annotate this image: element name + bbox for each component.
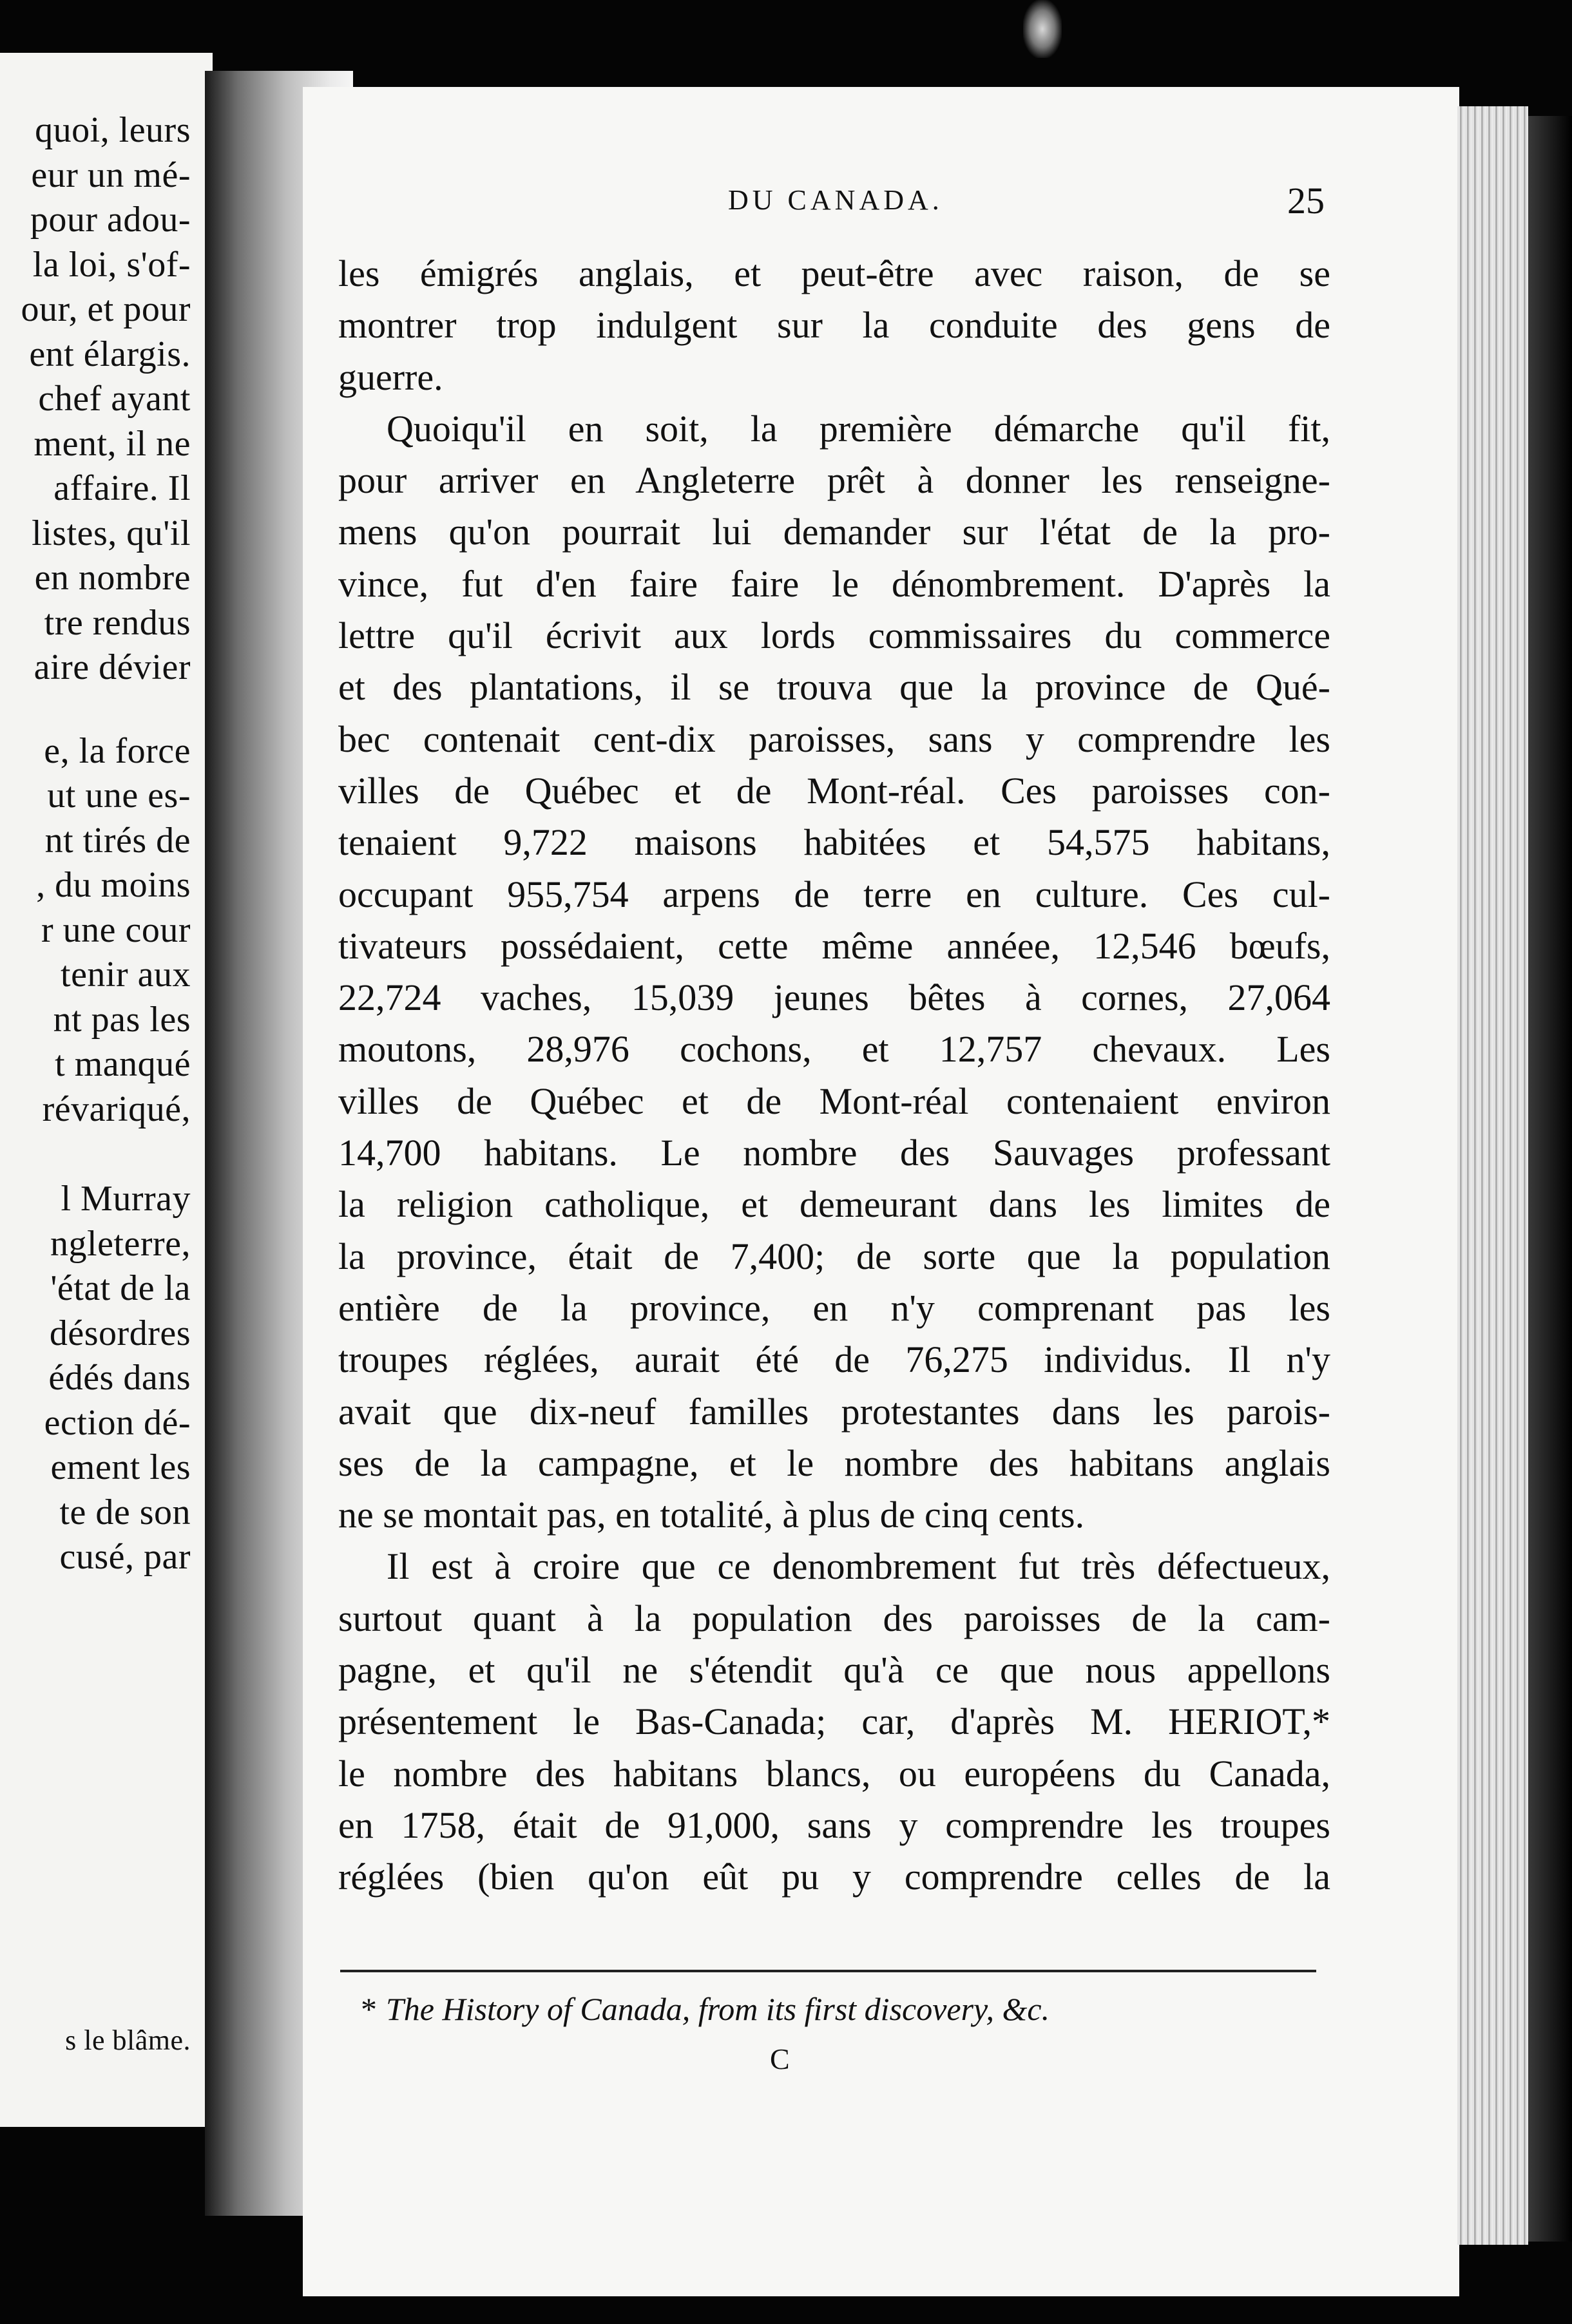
previous-page-line: eur un mé- — [31, 155, 191, 195]
previous-page-line: nt pas les — [53, 999, 191, 1040]
previous-page-line: en nombre — [34, 558, 191, 598]
text-line: troupes réglées, aurait été de 76,275 individus. Il n'y — [338, 1338, 1330, 1381]
text-line: ses de la campagne, et le nombre des habitans anglais — [338, 1442, 1330, 1484]
previous-page-line: pour adou- — [30, 200, 191, 240]
text-line: bec contenait cent-dix paroisses, sans y comprendre les — [338, 718, 1330, 760]
text-line: pour arriver en Angleterre prêt à donner les renseigne- — [338, 459, 1330, 502]
text-line: entière de la province, en n'y comprenant pas les — [338, 1286, 1330, 1329]
footnote-rule — [340, 1970, 1316, 1972]
previous-page-line: r une cour — [41, 910, 191, 950]
previous-page-line: édés dans — [48, 1358, 191, 1398]
text-line: Quoiqu'il en soit, la première démarche qu'il fit, — [387, 407, 1330, 450]
previous-page-line: cusé, par — [59, 1537, 191, 1577]
text-line: vince, fut d'en faire faire le dénombrement. D'après la — [338, 562, 1330, 605]
text-line: moutons, 28,976 cochons, et 12,757 chevaux. Les — [338, 1028, 1330, 1071]
previous-page-line: nt tirés de — [44, 820, 191, 861]
previous-page-line: quoi, leurs — [35, 110, 191, 150]
body-text — [338, 248, 1330, 1903]
text-line: la religion catholique, et demeurant dans les limites de — [338, 1183, 1330, 1226]
text-line: 22,724 vaches, 15,039 jeunes bêtes à cornes, 27,064 — [338, 976, 1330, 1019]
text-line: villes de Québec et de Mont-réal contenaient environ — [338, 1080, 1330, 1122]
previous-page-line: révariqué, — [42, 1089, 191, 1129]
previous-page-footnote: s le blâme. — [65, 2024, 191, 2056]
previous-page-line: ut une es- — [47, 776, 191, 815]
text-line: le nombre des habitans blancs, ou européens du Canada, — [338, 1752, 1330, 1795]
running-head: DU CANADA. — [728, 184, 943, 216]
previous-page-line: chef ayant — [38, 379, 191, 419]
text-line: et des plantations, il se trouva que la province de Qué- — [338, 666, 1330, 709]
previous-page-line: ent élargis. — [29, 334, 191, 374]
previous-page-line: l Murray — [61, 1179, 191, 1219]
previous-page-line: te de son — [59, 1492, 191, 1532]
text-line: pagne, et qu'il ne s'étendit qu'à ce que nous appellons — [338, 1649, 1330, 1691]
footnote-marker: * — [361, 1991, 377, 2027]
signature-mark: C — [770, 2043, 792, 2075]
previous-page-line: , du moins — [36, 865, 191, 905]
previous-page-line: ement les — [50, 1447, 191, 1487]
previous-page-line: ngleterre, — [50, 1223, 191, 1264]
scan-smudge — [1023, 0, 1062, 58]
text-line: Il est à croire que ce denombrement fut très défectueux, — [387, 1545, 1330, 1588]
previous-page-line: tenir aux — [61, 955, 191, 995]
previous-page-line: listes, qu'il — [32, 513, 191, 553]
text-line: 14,700 habitans. Le nombre des Sauvages professant — [338, 1132, 1330, 1174]
text-line: la province, était de 7,400; de sorte que la population — [338, 1235, 1330, 1277]
text-line: occupant 955,754 arpens de terre en culture. Ces cul- — [338, 873, 1330, 915]
page-edges — [1457, 106, 1528, 2245]
text-line: lettre qu'il écrivit aux lords commissaires du commerce — [338, 614, 1330, 657]
text-line: les émigrés anglais, et peut-être avec raison, de se — [338, 252, 1330, 294]
previous-page-line: ection dé- — [44, 1402, 191, 1443]
text-line: montrer trop indulgent sur la conduite des gens de — [338, 304, 1330, 347]
text-line: réglées (bien qu'on eût pu y comprendre celles de la — [338, 1856, 1330, 1898]
text-line: villes de Québec et de Mont-réal. Ces paroisses con- — [338, 769, 1330, 812]
text-line: guerre. — [338, 356, 443, 398]
previous-page-line: tre rendus — [44, 602, 191, 643]
previous-page-line: our, et pour — [21, 289, 191, 329]
text-line: en 1758, était de 91,000, sans y comprendre les troupes — [338, 1804, 1330, 1846]
text-line: avait que dix-neuf familles protestantes dans les parois- — [338, 1390, 1330, 1433]
previous-page-line: 'état de la — [50, 1268, 191, 1308]
previous-page-line: aire dévier — [34, 647, 191, 687]
text-line: surtout quant à la population des paroisses de la cam- — [338, 1597, 1330, 1639]
previous-page-line: affaire. Il — [53, 468, 191, 508]
text-line: tenaient 9,722 maisons habitées et 54,575 habitans, — [338, 821, 1330, 864]
text-line: ne se montait pas, en totalité, à plus de cinq cents. — [338, 1494, 1085, 1536]
previous-page-line: désordres — [49, 1313, 191, 1353]
text-line: présentement le Bas-Canada; car, d'après M. HERIOT,* — [338, 1700, 1330, 1743]
page-number: 25 — [1287, 180, 1325, 222]
previous-page-line: ment, il ne — [34, 423, 191, 464]
text-line: tivateurs possédaient, cette même annéee, 12,546 bœufs, — [338, 924, 1330, 967]
previous-page — [0, 53, 213, 2127]
previous-page-line: t manqué — [55, 1044, 191, 1084]
previous-page-line: la loi, s'of- — [32, 244, 191, 285]
page-edge-shadow — [1528, 116, 1572, 2242]
footnote-text: The History of Canada, from its first discovery, &c. — [386, 1991, 1050, 2027]
footnote — [361, 1990, 1050, 2028]
previous-page-line: e, la force — [44, 730, 191, 771]
text-line: mens qu'on pourrait lui demander sur l'état de la pro- — [338, 511, 1330, 553]
